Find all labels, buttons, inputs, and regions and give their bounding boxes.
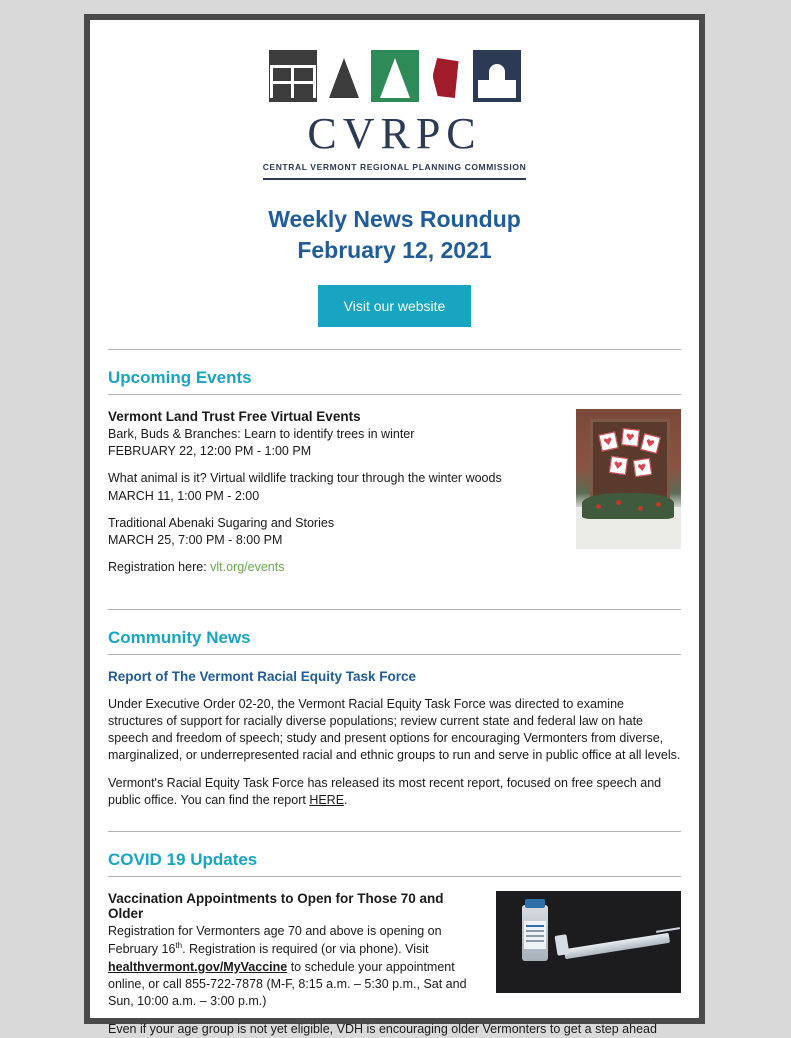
section-heading-covid-updates: COVID 19 Updates: [108, 850, 258, 870]
vaccination-p1-mid: . Registration is required (or via phone). Visit: [182, 942, 429, 957]
event-3-when: MARCH 25, 7:00 PM - 8:00 PM: [108, 533, 283, 548]
cvrpc-logo: [108, 20, 681, 180]
event-1-when: FEBRUARY 22, 12:00 PM - 1:00 PM: [108, 444, 312, 459]
logo-icon-strip: [269, 46, 521, 102]
vlt-events-title: Vermont Land Trust Free Virtual Events: [108, 408, 361, 424]
newsletter-frame: [84, 14, 705, 1036]
visit-website-button[interactable]: Visit our website: [318, 285, 472, 327]
divider-covid-updates: [108, 876, 681, 877]
vaccination-paragraph-1: [108, 923, 482, 1010]
divider-top: [108, 349, 681, 350]
vaccination-p1-sup: th: [175, 941, 183, 951]
capitol-dome-icon: [473, 50, 521, 102]
covid-updates-content: [108, 891, 681, 1020]
covid-updates-text: [108, 891, 482, 1020]
page-title: [108, 204, 681, 265]
vermont-map-icon: [422, 50, 470, 102]
event-1-name: Bark, Buds & Branches: Learn to identify trees in winter: [108, 426, 415, 441]
racial-equity-p2-post: .: [344, 792, 348, 807]
event-3-name: Traditional Abenaki Sugaring and Stories: [108, 515, 335, 530]
event-2-when: MARCH 11, 1:00 PM - 2:00: [108, 488, 260, 503]
roundup-title-line: Weekly News Roundup: [268, 206, 521, 233]
racial-equity-paragraph-2: [108, 775, 681, 810]
tree-dark-icon: [320, 50, 368, 102]
divider-upcoming-events: [108, 394, 681, 395]
tree-green-icon: [371, 50, 419, 102]
roundup-date-line: February 12, 2021: [297, 236, 492, 263]
section-heading-community-news: Community News: [108, 627, 251, 647]
divider-after-events: [108, 609, 681, 610]
upcoming-events-text: [108, 409, 562, 587]
racial-equity-paragraph-1: Under Executive Order 02-20, the Vermont Racial Equity Task Force was directed to examine structures of support for racially diverse populations; review current state and federal law on hate speech and freedom of speech; study and present options for encouraging Vermonters from diverse, marginalized, or underrepresented racial and ethnic groups to run and serve in public office at all levels.: [108, 696, 681, 763]
registration-line: [108, 559, 562, 576]
upcoming-events-content: [108, 409, 681, 587]
divider-community-news: [108, 654, 681, 655]
event-2-name: What animal is it? Virtual wildlife tracking tour through the winter woods: [108, 471, 502, 486]
vlt-events-link[interactable]: vlt.org/events: [210, 560, 285, 575]
logo-tagline: CENTRAL VERMONT REGIONAL PLANNING COMMISSION: [263, 162, 527, 180]
racial-equity-report-title: Report of The Vermont Racial Equity Task Force: [108, 668, 417, 684]
vaccination-p1-pre: Registration for Vermonters age 70 and above is opening on February 16: [108, 924, 442, 957]
myvaccine-link[interactable]: healthvermont.gov/MyVaccine: [108, 959, 288, 974]
visit-website-button-wrap: [108, 285, 681, 327]
registration-label: Registration here:: [108, 560, 211, 575]
vaccination-appointments-title: Vaccination Appointments to Open for Those 70 and Older: [108, 891, 444, 922]
bridge-icon: [269, 50, 317, 102]
section-heading-upcoming-events: Upcoming Events: [108, 367, 252, 387]
vlt-winter-photo: [576, 409, 681, 549]
divider-after-community-news: [108, 831, 681, 832]
logo-wordmark: CVRPC: [307, 109, 482, 158]
racial-equity-p2-pre: Vermont's Racial Equity Task Force has released its most recent report, focused on free speech and public office. You can find the report: [108, 775, 662, 807]
vaccination-paragraph-2: Even if your age group is not yet eligible, VDH is encouraging older Vermonters to get a step ahead: [108, 1021, 657, 1036]
vaccination-p1-post: to schedule your appointment online, or call 855-722-7878 (M-F, 8:15 a.m. – 5:30 p.m., Sat and Sun, 10:00 a.m. – 3:00 p.m.): [108, 959, 467, 1009]
newsletter-body: [90, 20, 699, 1038]
covid-vaccine-photo: [496, 891, 681, 993]
racial-equity-report-link[interactable]: HERE: [309, 792, 345, 807]
